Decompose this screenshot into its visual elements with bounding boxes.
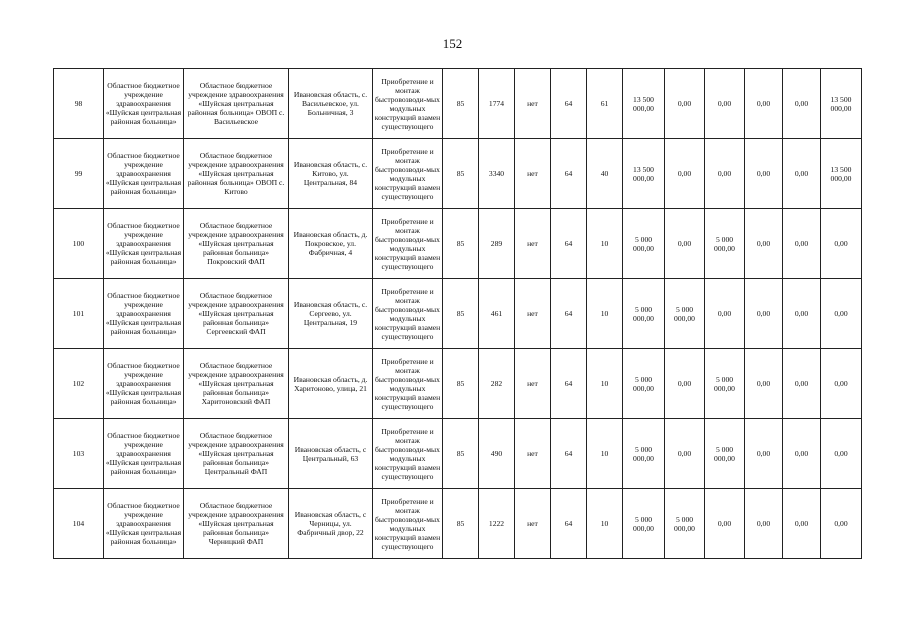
table-row: [54, 69, 862, 139]
amount-year4-cell: 0,00: [783, 139, 821, 209]
code-cell: 85: [443, 419, 479, 489]
amount-year5-cell: 13 500 000,00: [821, 139, 862, 209]
total-amount-cell: 5 000 000,00: [623, 489, 665, 559]
action-cell: Приобретение и монтаж быстровозводи-мых модульных конструкций взамен существующего: [373, 209, 443, 279]
total-amount-cell: 13 500 000,00: [623, 69, 665, 139]
organization-cell: Областное бюджетное учреждение здравоохранения «Шуйская центральная районная больница»: [104, 69, 184, 139]
row-number-cell: 103: [54, 419, 104, 489]
amount-year5-cell: 13 500 000,00: [821, 69, 862, 139]
amount-year1-cell: 0,00: [665, 139, 705, 209]
amount-year1-cell: 5 000 000,00: [665, 279, 705, 349]
organization-cell: Областное бюджетное учреждение здравоохранения «Шуйская центральная районная больница»: [104, 209, 184, 279]
row-number-cell: 98: [54, 69, 104, 139]
amount-year1-cell: 0,00: [665, 209, 705, 279]
amount-year4-cell: 0,00: [783, 349, 821, 419]
amount-year4-cell: 0,00: [783, 209, 821, 279]
amount-year3-cell: 0,00: [745, 349, 783, 419]
address-cell: Ивановская область, д. Харитоново, улица, 21: [289, 349, 373, 419]
amount-year1-cell: 5 000 000,00: [665, 489, 705, 559]
area-cell: 10: [587, 209, 623, 279]
facilities-table: [53, 68, 862, 559]
category-cell: 64: [551, 419, 587, 489]
row-number-cell: 100: [54, 209, 104, 279]
facility-cell: Областное бюджетное учреждение здравоохранения «Шуйская центральная районная больница» Сергеевский ФАП: [184, 279, 289, 349]
action-cell: Приобретение и монтаж быстровозводи-мых модульных конструкций взамен существующего: [373, 69, 443, 139]
amount-year3-cell: 0,00: [745, 69, 783, 139]
category-cell: 64: [551, 489, 587, 559]
organization-cell: Областное бюджетное учреждение здравоохранения «Шуйская центральная районная больница»: [104, 419, 184, 489]
population-cell: 3340: [479, 139, 515, 209]
total-amount-cell: 13 500 000,00: [623, 139, 665, 209]
amount-year2-cell: 0,00: [705, 69, 745, 139]
amount-year5-cell: 0,00: [821, 209, 862, 279]
facility-cell: Областное бюджетное учреждение здравоохранения «Шуйская центральная районная больница» Покровский ФАП: [184, 209, 289, 279]
table-row: [54, 419, 862, 489]
total-amount-cell: 5 000 000,00: [623, 419, 665, 489]
organization-cell: Областное бюджетное учреждение здравоохранения «Шуйская центральная районная больница»: [104, 349, 184, 419]
address-cell: Ивановская область, с Черницы, ул. Фабричный двор, 22: [289, 489, 373, 559]
code-cell: 85: [443, 489, 479, 559]
flag-cell: нет: [515, 209, 551, 279]
table-row: [54, 489, 862, 559]
amount-year1-cell: 0,00: [665, 349, 705, 419]
action-cell: Приобретение и монтаж быстровозводи-мых модульных конструкций взамен существующего: [373, 489, 443, 559]
address-cell: Ивановская область, с. Китово, ул. Центральная, 84: [289, 139, 373, 209]
population-cell: 289: [479, 209, 515, 279]
flag-cell: нет: [515, 489, 551, 559]
total-amount-cell: 5 000 000,00: [623, 349, 665, 419]
address-cell: Ивановская область, с. Сергеево, ул. Центральная, 19: [289, 279, 373, 349]
amount-year5-cell: 0,00: [821, 349, 862, 419]
table-row: [54, 139, 862, 209]
flag-cell: нет: [515, 139, 551, 209]
row-number-cell: 104: [54, 489, 104, 559]
address-cell: Ивановская область, с. Васильевское, ул. Больничная, 3: [289, 69, 373, 139]
table-row: [54, 279, 862, 349]
action-cell: Приобретение и монтаж быстровозводи-мых модульных конструкций взамен существующего: [373, 279, 443, 349]
category-cell: 64: [551, 209, 587, 279]
category-cell: 64: [551, 69, 587, 139]
table-row: [54, 349, 862, 419]
page-number: 152: [442, 36, 463, 51]
area-cell: 61: [587, 69, 623, 139]
row-number-cell: 99: [54, 139, 104, 209]
amount-year2-cell: 5 000 000,00: [705, 209, 745, 279]
flag-cell: нет: [515, 349, 551, 419]
amount-year3-cell: 0,00: [745, 489, 783, 559]
category-cell: 64: [551, 279, 587, 349]
amount-year5-cell: 0,00: [821, 419, 862, 489]
organization-cell: Областное бюджетное учреждение здравоохранения «Шуйская центральная районная больница»: [104, 139, 184, 209]
amount-year4-cell: 0,00: [783, 279, 821, 349]
amount-year5-cell: 0,00: [821, 279, 862, 349]
amount-year5-cell: 0,00: [821, 489, 862, 559]
facility-cell: Областное бюджетное учреждение здравоохранения «Шуйская центральная районная больница» ОВОП с. Васильевское: [184, 69, 289, 139]
organization-cell: Областное бюджетное учреждение здравоохранения «Шуйская центральная районная больница»: [104, 489, 184, 559]
area-cell: 10: [587, 349, 623, 419]
population-cell: 461: [479, 279, 515, 349]
amount-year2-cell: 0,00: [705, 489, 745, 559]
code-cell: 85: [443, 349, 479, 419]
table-row: [54, 209, 862, 279]
amount-year2-cell: 0,00: [705, 139, 745, 209]
area-cell: 10: [587, 279, 623, 349]
population-cell: 490: [479, 419, 515, 489]
amount-year2-cell: 0,00: [705, 279, 745, 349]
address-cell: Ивановская область, д. Покровское, ул. Фабричная, 4: [289, 209, 373, 279]
flag-cell: нет: [515, 279, 551, 349]
amount-year1-cell: 0,00: [665, 419, 705, 489]
amount-year3-cell: 0,00: [745, 209, 783, 279]
row-number-cell: 102: [54, 349, 104, 419]
facility-cell: Областное бюджетное учреждение здравоохранения «Шуйская центральная районная больница» Харитоновский ФАП: [184, 349, 289, 419]
code-cell: 85: [443, 69, 479, 139]
amount-year3-cell: 0,00: [745, 139, 783, 209]
population-cell: 282: [479, 349, 515, 419]
row-number-cell: 101: [54, 279, 104, 349]
organization-cell: Областное бюджетное учреждение здравоохранения «Шуйская центральная районная больница»: [104, 279, 184, 349]
category-cell: 64: [551, 349, 587, 419]
action-cell: Приобретение и монтаж быстровозводи-мых модульных конструкций взамен существующего: [373, 419, 443, 489]
facility-cell: Областное бюджетное учреждение здравоохранения «Шуйская центральная районная больница» ОВОП с. Китово: [184, 139, 289, 209]
facility-cell: Областное бюджетное учреждение здравоохранения «Шуйская центральная районная больница» Центральный ФАП: [184, 419, 289, 489]
amount-year4-cell: 0,00: [783, 489, 821, 559]
flag-cell: нет: [515, 69, 551, 139]
population-cell: 1222: [479, 489, 515, 559]
amount-year2-cell: 5 000 000,00: [705, 349, 745, 419]
code-cell: 85: [443, 279, 479, 349]
amount-year2-cell: 5 000 000,00: [705, 419, 745, 489]
area-cell: 10: [587, 419, 623, 489]
facility-cell: Областное бюджетное учреждение здравоохранения «Шуйская центральная районная больница» Черницкий ФАП: [184, 489, 289, 559]
code-cell: 85: [443, 209, 479, 279]
total-amount-cell: 5 000 000,00: [623, 279, 665, 349]
total-amount-cell: 5 000 000,00: [623, 209, 665, 279]
action-cell: Приобретение и монтаж быстровозводи-мых модульных конструкций взамен существующего: [373, 349, 443, 419]
code-cell: 85: [443, 139, 479, 209]
population-cell: 1774: [479, 69, 515, 139]
area-cell: 40: [587, 139, 623, 209]
category-cell: 64: [551, 139, 587, 209]
area-cell: 10: [587, 489, 623, 559]
amount-year4-cell: 0,00: [783, 419, 821, 489]
amount-year3-cell: 0,00: [745, 279, 783, 349]
amount-year3-cell: 0,00: [745, 419, 783, 489]
flag-cell: нет: [515, 419, 551, 489]
address-cell: Ивановская область, с Центральный, 63: [289, 419, 373, 489]
amount-year1-cell: 0,00: [665, 69, 705, 139]
action-cell: Приобретение и монтаж быстровозводи-мых модульных конструкций взамен существующего: [373, 139, 443, 209]
amount-year4-cell: 0,00: [783, 69, 821, 139]
